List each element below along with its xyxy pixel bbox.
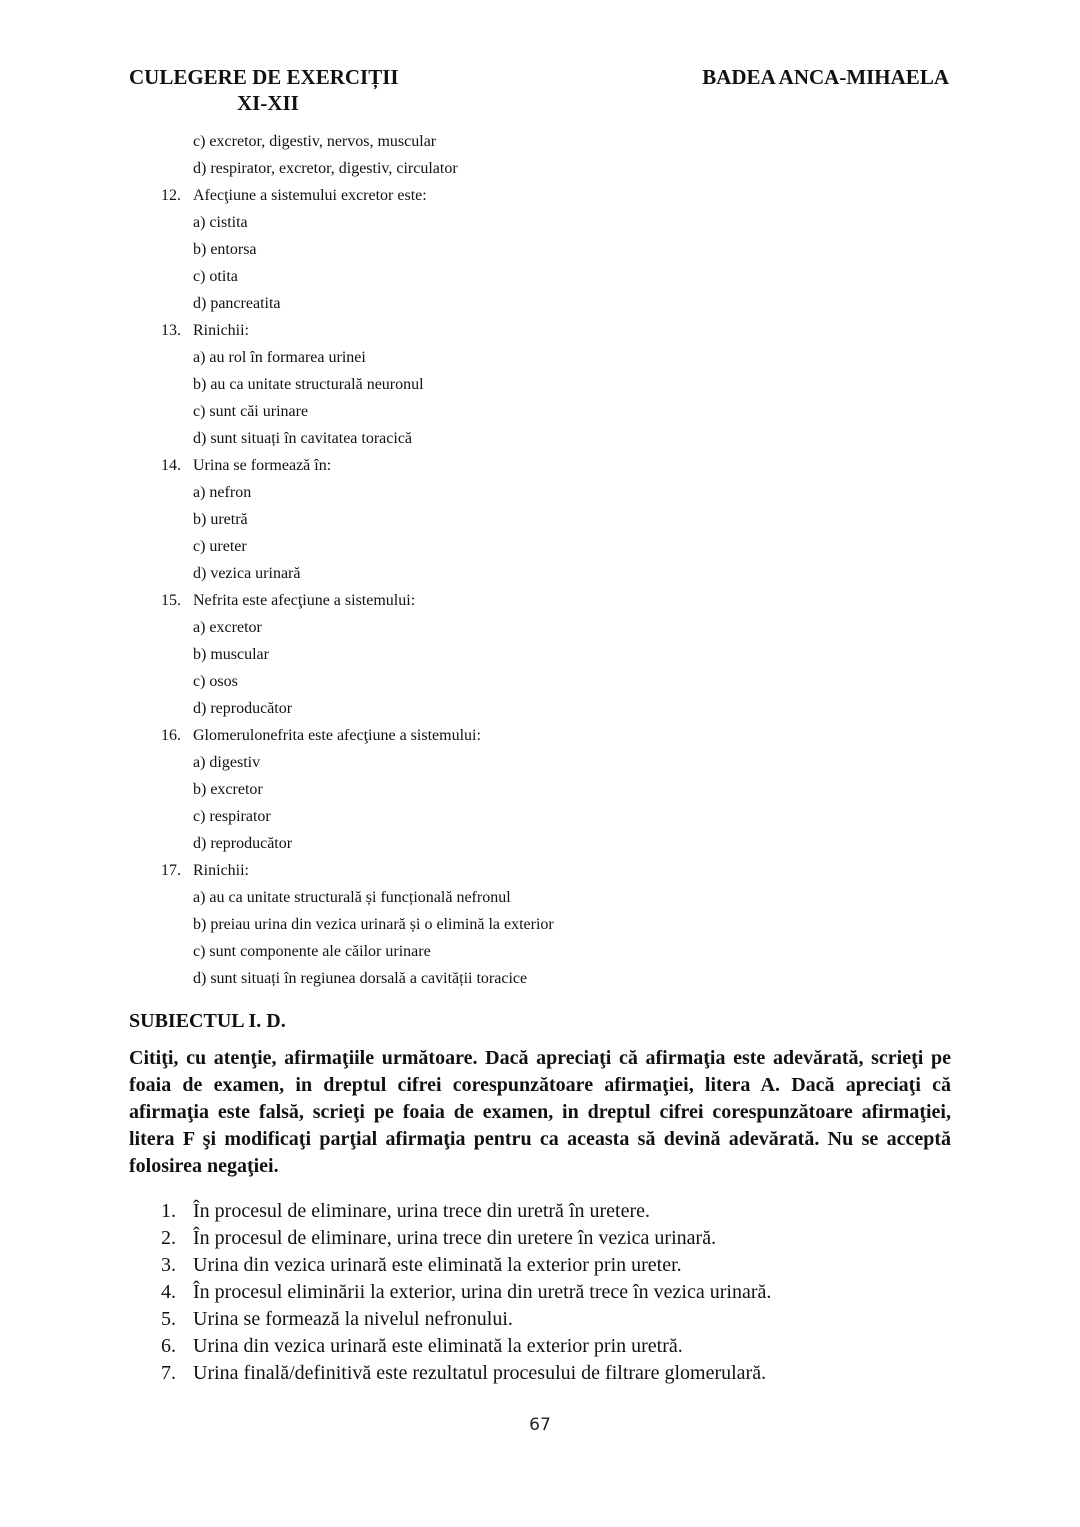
option-continued-d: d) respirator, excretor, digestiv, circulator — [193, 160, 458, 177]
option-a: a) au rol în formarea urinei — [193, 349, 366, 366]
option-b: b) entorsa — [193, 241, 257, 258]
statement-text: În procesul de eliminare, urina trece din uretră în uretere. — [193, 1200, 651, 1222]
question-number: 13. — [161, 322, 181, 339]
statement-number: 3. — [161, 1254, 176, 1276]
option-a: a) digestiv — [193, 754, 261, 771]
author-name: BADEA ANCA-MIHAELA — [702, 65, 949, 89]
section-instructions: Citiţi, cu atenţie, afirmaţiile următoare. Dacă apreciaţi că afirmaţia este adevărată, scrieţi pe foaia de examen, in dreptul cifrei corespunzătoare afirmaţiei, litera A. Dacă apreciaţi că afirmaţia este falsă, scrieţi pe foaia de examen, in dreptul cifrei corespunzătoare afirmaţiei, litera F şi modificaţi parţial afirmaţia pentru ca aceasta să devină adevărată. Nu se acceptă folosirea negaţiei. — [129, 1047, 951, 1177]
statement-number: 7. — [161, 1362, 176, 1384]
option-c: c) respirator — [193, 808, 271, 825]
page-number: 67 — [529, 1415, 551, 1435]
question-number: 17. — [161, 862, 181, 879]
statement-number: 1. — [161, 1200, 176, 1222]
option-c: c) sunt componente ale căilor urinare — [193, 943, 431, 960]
statement-number: 4. — [161, 1281, 176, 1303]
option-b: b) preiau urina din vezica urinară și o elimină la exterior — [193, 916, 554, 933]
option-d: d) reproducător — [193, 835, 293, 852]
option-a: a) au ca unitate structurală și funcțională nefronul — [193, 889, 511, 906]
option-b: b) excretor — [193, 781, 263, 798]
option-c: c) sunt căi urinare — [193, 403, 309, 420]
question-number: 14. — [161, 457, 181, 474]
option-c: c) otita — [193, 268, 238, 285]
statement-text: În procesul eliminării la exterior, urina din uretră trece în vezica urinară. — [193, 1281, 772, 1303]
question-text: Rinichii: — [193, 322, 249, 339]
statement-text: În procesul de eliminare, urina trece din uretere în vezica urinară. — [193, 1227, 717, 1249]
question-text: Nefrita este afecţiune a sistemului: — [193, 592, 416, 609]
book-title-line1: CULEGERE DE EXERCIȚII — [129, 65, 399, 89]
book-title — [129, 64, 409, 116]
statement-text: Urina din vezica urinară este eliminată la exterior prin uretră. — [193, 1335, 683, 1357]
option-d: d) sunt situați în regiunea dorsală a cavității toracice — [193, 970, 528, 987]
option-a: a) cistita — [193, 214, 248, 231]
question-text: Rinichii: — [193, 862, 249, 879]
option-d: d) pancreatita — [193, 295, 281, 312]
question-text: Urina se formează în: — [193, 457, 332, 474]
statement-number: 2. — [161, 1227, 176, 1249]
statement-number: 6. — [161, 1335, 176, 1357]
question-number: 15. — [161, 592, 181, 609]
option-b: b) uretră — [193, 511, 248, 528]
option-a: a) excretor — [193, 619, 262, 636]
book-title-line2: XI-XII — [237, 91, 299, 115]
option-c: c) ureter — [193, 538, 247, 555]
option-a: a) nefron — [193, 484, 252, 501]
option-c: c) osos — [193, 673, 238, 690]
question-text: Afecţiune a sistemului excretor este: — [193, 187, 427, 204]
statement-text: Urina se formează la nivelul nefronului. — [193, 1308, 513, 1330]
option-d: d) sunt situați în cavitatea toracică — [193, 430, 413, 447]
statement-text: Urina finală/definitivă este rezultatul procesului de filtrare glomerulară. — [193, 1362, 767, 1384]
option-d: d) vezica urinară — [193, 565, 301, 582]
question-number: 16. — [161, 727, 181, 744]
option-continued-c: c) excretor, digestiv, nervos, muscular — [193, 133, 437, 150]
statement-number: 5. — [161, 1308, 176, 1330]
option-b: b) au ca unitate structurală neuronul — [193, 376, 424, 393]
statement-text: Urina din vezica urinară este eliminată la exterior prin ureter. — [193, 1254, 682, 1276]
option-b: b) muscular — [193, 646, 269, 663]
option-d: d) reproducător — [193, 700, 293, 717]
question-number: 12. — [161, 187, 181, 204]
question-text: Glomerulonefrita este afecţiune a sistemului: — [193, 727, 481, 744]
section-title: SUBIECTUL I. D. — [129, 1010, 286, 1032]
